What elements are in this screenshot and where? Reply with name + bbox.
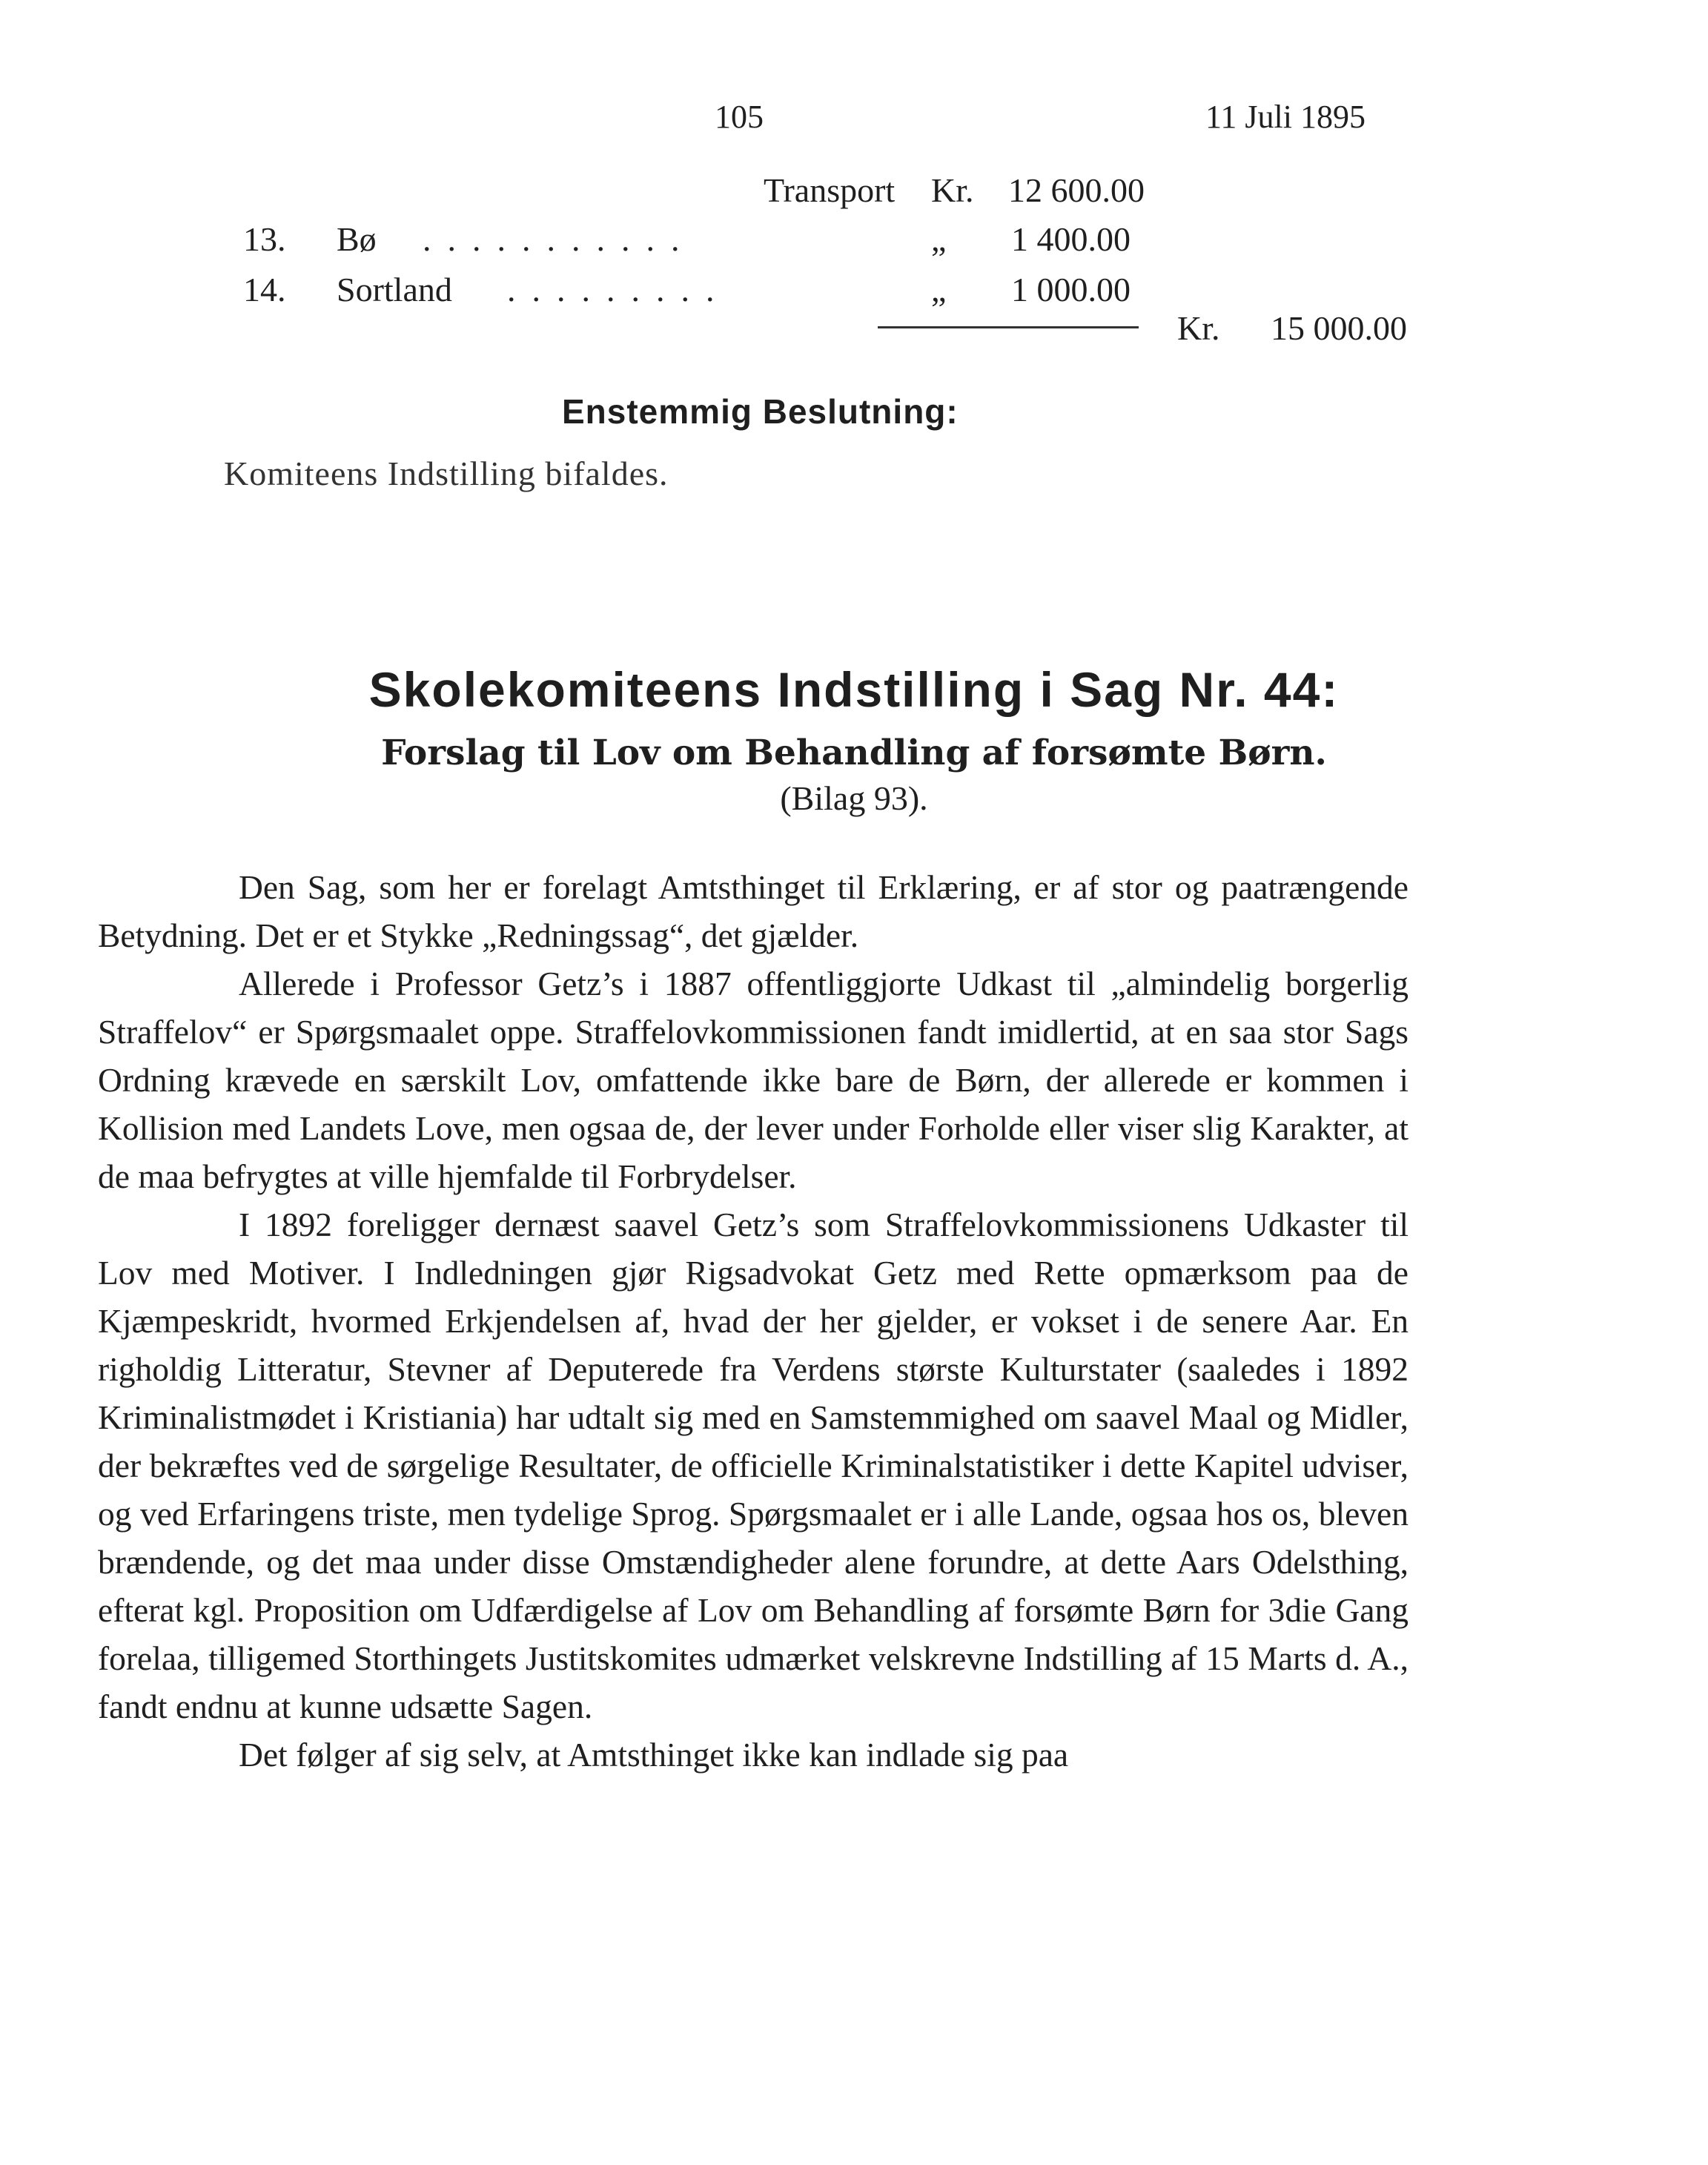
ledger-row-ditto-mark: „: [931, 271, 947, 308]
section-subtitle: Forslag til Lov om Behandling af forsømte Børn.: [381, 733, 1327, 773]
ledger-row-number: 13.: [243, 220, 286, 258]
section-annex: (Bilag 93).: [780, 779, 928, 817]
ledger-row-name: Sortland: [337, 271, 452, 308]
body-paragraph: Den Sag, som her er forelagt Amtsthinget til Erklæring, er af stor og paatrængende Betydning. Det er et Stykke „Redningssag“, det gjælder.: [98, 868, 1409, 954]
decision-text: Komiteens Indstilling bifaldes.: [224, 455, 669, 492]
transport-amount: 12 600.00: [1008, 171, 1145, 209]
ledger-row-ditto-mark: „: [931, 220, 947, 258]
sum-rule: [878, 326, 1139, 328]
total-amount: 15 000.00: [1271, 309, 1407, 347]
ledger-row-amount: 1 400.00: [1011, 220, 1131, 258]
body-paragraph: Allerede i Professor Getz’s i 1887 offentliggjorte Udkast til „almindelig borgerlig Straffelov“ er Spørgsmaalet oppe. Straffelovkommissionen fandt imidlertid, at en saa stor Sags Ordning krævede en særskilt Lov, omfattende ikke bare de Børn, der allerede er kommen i Kollision med Landets Love, men ogsaa de, der lever under Forholde eller viser slig Karakter, at de maa befrygtes at ville hjemfalde til Forbrydelser.: [98, 965, 1409, 1195]
ledger-row-amount: 1 000.00: [1011, 271, 1131, 308]
section-title: Skolekomiteens Indstilling i Sag Nr. 44:: [368, 662, 1340, 717]
body-paragraph: I 1892 foreligger dernæst saavel Getz’s som Straffelovkommissionens Udkaster til Lov med Motiver. I Indledningen gjør Rigsadvokat Getz med Rette opmærksom paa de Kjæmpeskridt, hvormed Erkjendelsen af, hvad der her gjelder, er vokset i de senere Aar. En righoldig Litteratur, Stevner af Deputerede fra Verdens største Kulturstater (saaledes i 1892 Kriminalistmødet i Kristiania) har udtalt sig med en Samstemmighed om saavel Maal og Midler, der bekræftes ved de sørgelige Resultater, de officielle Kriminalstatistiker i dette Kapitel udviser, og ved Erfaringens triste, men tydelige Sprog. Spørgsmaalet er i alle Lande, ogsaa hos os, bleven brændende, og det maa under disse Omstændigheder alene forundre, at dette Aars Odelsthing, efterat kgl. Proposition om Udfærdigelse af Lov om Behandling af forsømte Børn for 3die Gang forelaa, tilligemed Storthingets Justitskomites udmærket velskrevne Indstilling af 15 Marts d. A., fandt endnu at kunne udsætte Sagen.: [98, 1206, 1409, 1725]
total-currency: Kr.: [1177, 309, 1220, 347]
transport-label: Transport: [764, 171, 896, 209]
body-paragraph: Det følger af sig selv, at Amtsthinget ikke kan indlade sig paa: [239, 1736, 1069, 1774]
page-number: 105: [715, 99, 764, 135]
ledger-row-leader-dots: .........: [507, 271, 731, 308]
body-text: [98, 863, 1409, 1779]
ledger-row-number: 14.: [243, 271, 286, 308]
transport-currency: Kr.: [931, 171, 974, 209]
ledger-row-leader-dots: ...........: [423, 220, 696, 258]
ledger-row-name: Bø: [337, 220, 377, 258]
decision-heading: Enstemmig Beslutning:: [562, 392, 959, 431]
page-date: 11 Juli 1895: [1205, 99, 1366, 135]
